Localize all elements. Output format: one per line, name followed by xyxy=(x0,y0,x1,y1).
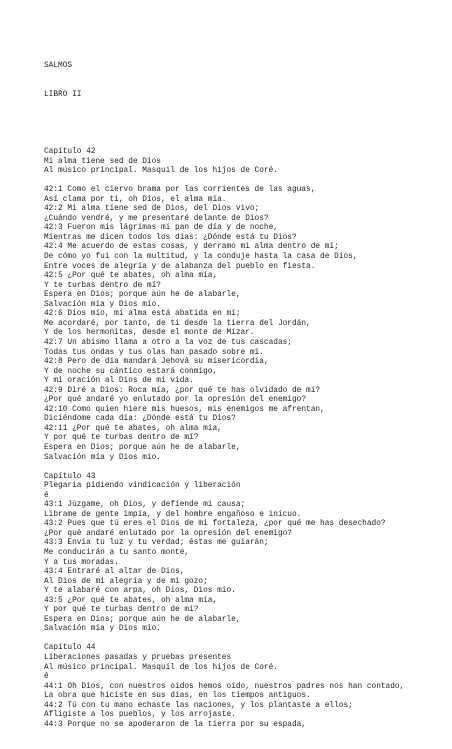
blank-line xyxy=(44,119,444,129)
verse-line: 42:5 ¿Por qué te abates, oh alma mía, xyxy=(44,272,218,281)
verse-line: Salvación mía y Dios mío. xyxy=(44,625,161,634)
chapter-heading: Capítulo 43 xyxy=(44,472,96,481)
verse-line: 42:10 Como quien hiere mis huesos, mis enemigos me afrentan, xyxy=(44,405,325,414)
verse-line: 42:4 Me acuerdo de estas cosas, y derramo mi alma dentro de mí; xyxy=(44,243,339,252)
book-section: LIBRO II xyxy=(44,90,82,99)
verse-line: Y mi oración al Dios de mi vida. xyxy=(44,377,194,386)
verse-line: Espera en Dios; porque aún he de alabarle, xyxy=(44,291,241,300)
verse-line: 42:7 Un abismo llama a otro a la voz de tus cascadas; xyxy=(44,338,292,347)
verse-line: 43:3 Envía tu luz y tu verdad; éstas me guiarán; xyxy=(44,539,269,548)
chapter-heading: Capítulo 42 xyxy=(44,148,96,157)
verse-line: Mientras me dicen todos los días: ¿Dónde está tu Dios? xyxy=(44,233,297,242)
verse-line: 44:3 Porque no se apoderaron de la tierra por su espada, xyxy=(44,720,307,729)
verse-line: Afligiste a los pueblos, y los arrojaste. xyxy=(44,711,236,720)
verse-line: ¿Por qué andaré yo enlutado por la opresión del enemigo? xyxy=(44,396,307,405)
verse-line: 42:3 Fueron mis lágrimas mi pan de día y de noche, xyxy=(44,224,278,233)
verse-line: Así clama por ti, oh Dios, el alma mía. xyxy=(44,195,227,204)
verse-line: 42:9 Diré a Dios: Roca mía, ¿por qué te has olvidado de mí? xyxy=(44,386,321,395)
verse-line: 43:4 Entraré al altar de Dios, xyxy=(44,568,185,577)
verse-line: 44:1 Oh Dios, con nuestros oídos hemos oído, nuestros padres nos han contado, xyxy=(44,682,405,691)
verse-line: Diciéndome cada día: ¿Dónde está tu Dios? xyxy=(44,415,236,424)
verse-line: Mi alma tiene sed de Dios xyxy=(44,157,161,166)
verse-line: Y a tus moradas. xyxy=(44,558,119,567)
verse-line: Salvación mía y Dios mío. xyxy=(44,453,161,462)
verse-line: Y de noche su cántico estará conmigo, xyxy=(44,367,218,376)
verse-line: 42:6 Dios mío, mi alma está abatida en mí; xyxy=(44,310,241,319)
verse-line: La obra que hiciste en sus días, en los tiempos antiguos. xyxy=(44,692,311,701)
verse-line: De cómo yo fui con la multitud, y la conduje hasta la casa de Dios, xyxy=(44,253,358,262)
book-title: SALMOS xyxy=(44,62,73,71)
verse-line: Y por qué te turbas dentro de mí? xyxy=(44,606,199,615)
verse-line: Plegaria pidiendo vindicación y liberación xyxy=(44,482,241,491)
verse-line: 42:2 Mi alma tiene sed de Dios, del Dios vivo; xyxy=(44,205,260,214)
chapter-section xyxy=(44,148,444,473)
verse-line: Me acordaré, por tanto, de ti desde la tierra del Jordán, xyxy=(44,319,311,328)
verse-line: Y por qué te turbas dentro de mí? xyxy=(44,434,199,443)
verse-line: é xyxy=(44,673,49,682)
verse-line: 42:1 Como el ciervo brama por las corrientes de las aguas, xyxy=(44,186,316,195)
verse-line: 43:1 Júzgame, oh Dios, y defiende mi causa; xyxy=(44,501,246,510)
verse-line: Al músico principal. Masquil de los hijos de Coré. xyxy=(44,167,278,176)
chapters-container xyxy=(44,148,444,730)
chapter-heading: Capítulo 44 xyxy=(44,644,96,653)
document-text xyxy=(44,43,444,749)
verse-line: 42:11 ¿Por qué te abates, oh alma mía, xyxy=(44,424,222,433)
verse-line: Entre voces de alegría y de alabanza del pueblo en fiesta. xyxy=(44,262,316,271)
verse-line: Salvación mía y Dios mío. xyxy=(44,300,161,309)
verse-line: 43:2 Pues que tú eres el Dios de mi fortaleza, ¿por qué me has desechado? xyxy=(44,520,386,529)
verse-line: 43:5 ¿Por qué te abates, oh alma mía, xyxy=(44,596,218,605)
blank-line xyxy=(44,463,444,473)
verse-line: é xyxy=(44,491,49,500)
verse-line: Líbrame de gente impía, y del hombre engañoso e inicuo. xyxy=(44,510,302,519)
verse-line: Y te turbas dentro de mí? xyxy=(44,281,161,290)
chapter-section xyxy=(44,473,444,645)
blank-line xyxy=(44,177,444,187)
verse-line: Al músico principal. Masquil de los hijos de Coré. xyxy=(44,663,278,672)
verse-line: 44:2 Tú con tu mano echaste las naciones, y los plantaste a ellos; xyxy=(44,701,353,710)
verse-line: ¿Por qué andaré enlutado por la opresión del enemigo? xyxy=(44,529,292,538)
verse-line: Y de los hermonitas, desde el monte de Mizar. xyxy=(44,329,255,338)
chapter-section xyxy=(44,644,444,730)
verse-line: Me conducirán a tu santo monte, xyxy=(44,548,190,557)
verse-line: 42:8 Pero de día mandará Jehová su misericordia, xyxy=(44,358,269,367)
verse-line: Espera en Dios; porque aún he de alabarle, xyxy=(44,443,241,452)
verse-line: Todas tus ondas y tus olas han pasado sobre mí. xyxy=(44,348,264,357)
verse-line: ¿Cuándo vendré, y me presentaré delante de Dios? xyxy=(44,214,269,223)
verse-line: Al Dios de mi alegría y de mi gozo; xyxy=(44,577,208,586)
verse-line: Y te alabaré con arpa, oh Dios, Dios mío. xyxy=(44,587,236,596)
verse-line: Espera en Dios; porque aún he de alabarle, xyxy=(44,615,241,624)
verse-line: Liberaciones pasadas y pruebas presentes xyxy=(44,654,232,662)
